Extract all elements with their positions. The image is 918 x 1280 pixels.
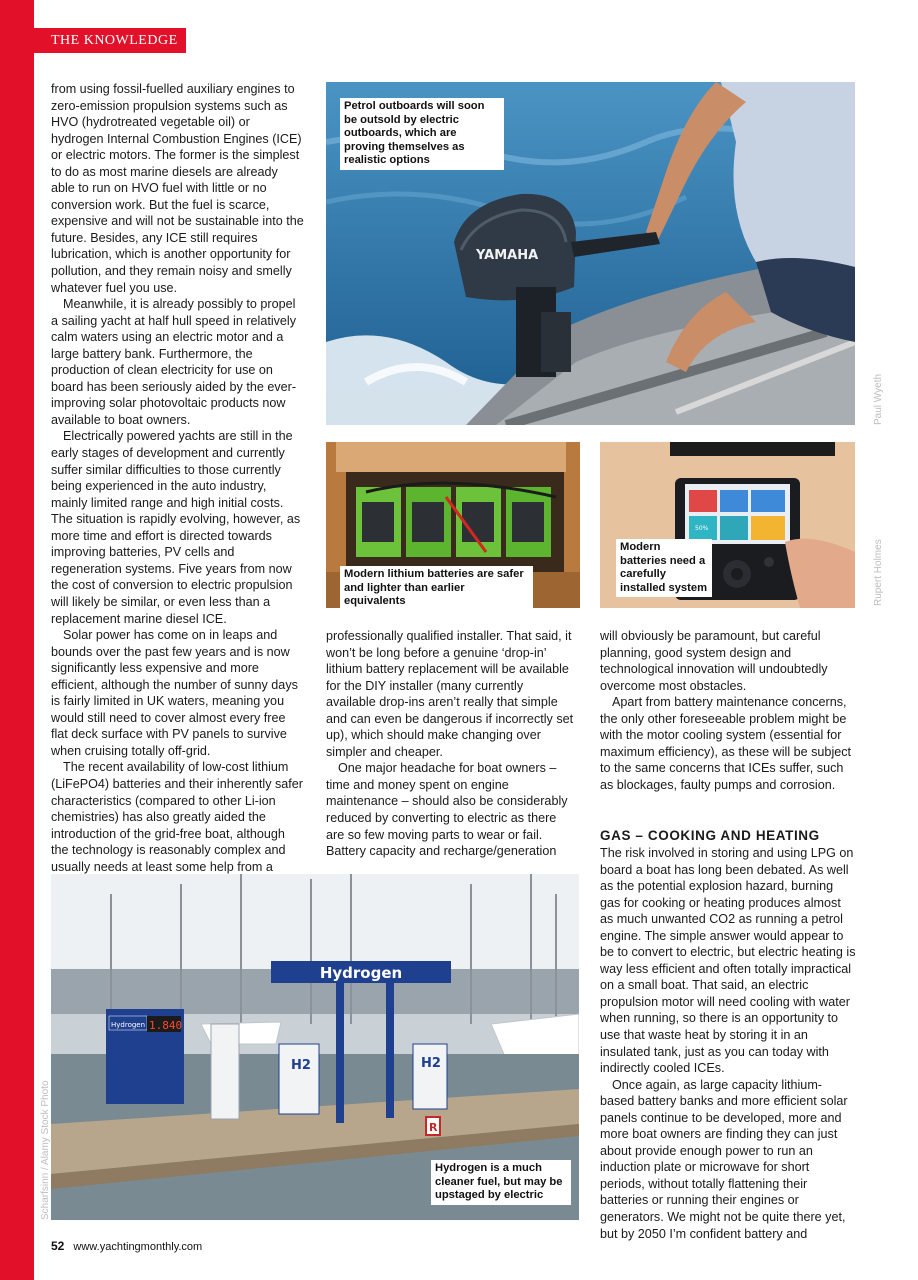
caption-system: Modern batteries need a carefully installed system bbox=[616, 539, 712, 597]
pump-label: Hydrogen bbox=[111, 1021, 146, 1029]
credit-system: Rupert Holmes bbox=[873, 539, 884, 606]
section-heading-gas: GAS – COOKING AND HEATING bbox=[600, 828, 820, 843]
caption-outboard: Petrol outboards will soon be outsold by electric outboards, which are proving themselves as realistic options bbox=[340, 98, 504, 170]
col3-paragraph-4: Once again, as large capacity lithium-based battery banks and more efficient solar panels continue to be developed, more and more boat owners are finding they can just about provide enough power to run an induction plate or microwave for short periods, without totally flattening their batteries or running their engines or generators. We might not be quite there yet, but by 2050 I’m confident battery and bbox=[600, 1077, 848, 1241]
panel-soc-value: 50% bbox=[695, 525, 709, 532]
dispenser-h2-left: H2 bbox=[291, 1058, 311, 1073]
pump-display: 1.840 bbox=[149, 1019, 183, 1032]
caption-batteries: Modern lithium batteries are safer and lighter than earlier equivalents bbox=[340, 566, 533, 611]
credit-outboard: Paul Wyeth bbox=[873, 373, 884, 425]
col3-paragraph-1: will obviously be paramount, but careful planning, good system design and technological innovation will undoubtedly overcome most obstacles. bbox=[600, 629, 828, 693]
col2-paragraph-2: One major headache for boat owners – time and money spent on engine maintenance – should also be considerably reduced by converting to electric as there are so few moving parts to wear or fail. Battery capacity and recharge/generation bbox=[326, 761, 568, 859]
col1-paragraph-4: Solar power has come on in leaps and bounds over the past few years and is now significantly less expensive and more efficient, although the number of sunny days is fairly limited in UK waters, meaning you would still need to cover almost every free flat deck surface with PV panels to survive when cruising totally off-grid. bbox=[51, 628, 298, 758]
dispenser-h2-right: H2 bbox=[421, 1056, 441, 1071]
column-1 bbox=[51, 81, 305, 875]
column-3-top bbox=[600, 628, 856, 793]
page-number: 52 bbox=[51, 1239, 65, 1253]
col1-paragraph-2: Meanwhile, it is already possibly to propel a sailing yacht at half hull speed in relatively calm waters using an electric motor and a large battery bank. Furthermore, the production of clean electricity for use on board has been seriously aided by the ever-improving solar photovoltaic products now available to boat owners. bbox=[51, 297, 297, 427]
section-label: THE KNOWLEDGE bbox=[34, 28, 186, 53]
yamaha-logo: YAMAHA bbox=[476, 248, 539, 263]
col3-paragraph-2: Apart from battery maintenance concerns, the only other foreseeable problem might be with the motor cooling system (essential for maximum efficiency), as these will be subject to the same concerns that ICEs suffer, such as blockages, faulty pumps and corrosion. bbox=[600, 695, 852, 792]
left-red-margin-bar bbox=[0, 0, 34, 1280]
col1-paragraph-3: Electrically powered yachts are still in the early stages of development and currently suffer similar difficulties to those currently being experienced in the auto industry, mainly limited range and high initial costs. The situation is rapidly evolving, however, as more time and effort is directed towards improving batteries, PV cells and regeneration systems. Five years from now the cost of conversion to electric propulsion will likely be similar, or even less than a replacement marine diesel ICE. bbox=[51, 429, 301, 626]
caption-hydrogen: Hydrogen is a much cleaner fuel, but may be upstaged by electric bbox=[431, 1160, 571, 1205]
footer-website: www.yachtingmonthly.com bbox=[73, 1241, 203, 1253]
hydrogen-canopy-sign: Hydrogen bbox=[319, 964, 403, 982]
col1-paragraph-1: from using fossil-fuelled auxiliary engines to zero-emission propulsion systems such as HVO (hydrotreated vegetable oil) or hydrogen Internal Combustion Engines (ICE) or electric motors. The former is the simplest to do as most marine diesels are already able to run on HVO fuel with little or no conversion work. But the fuel is scarce, expensive and will not be sustainable into the future. Besides, any ICE still requires lubrication, which is another opportunity for pollution, and they remain noisy and smelly whatever fuel you use. bbox=[51, 82, 304, 295]
page-footer bbox=[51, 1239, 202, 1253]
column-2 bbox=[326, 628, 574, 860]
col2-paragraph-1: professionally qualified installer. That said, it won’t be long before a genuine ‘drop-in’ lithium battery replacement will be available for the DIY installer (many currently available drop-ins aren’t really that simple and can even be dangerous if incorrectly set up), which should make changing over simpler and cheaper. bbox=[326, 629, 574, 759]
column-3-bottom bbox=[600, 827, 856, 1242]
r-sign: R bbox=[429, 1121, 438, 1134]
col1-paragraph-5: The recent availability of low-cost lithium (LiFePO4) batteries and their inherently safer characteristics (compared to other Li-ion chemistries) has also greatly aided the introduction of the grid-free boat, although the technology is reasonably complex and usually needs at least some help from a bbox=[51, 760, 303, 874]
col3-paragraph-3: The risk involved in storing and using LPG on board a boat has long been debated. As well as the potential explosion hazard, burning gas for cooking or heating produces almost as much unwanted CO2 as running a petrol engine. The simple answer would appear to be to convert to electric, but electric heating is way less efficient and often totally impractical on a small boat. That said, an electric propulsion motor will need cooling with water when running, so there is an opportunity to use that waste heat by storing it in an insulated tank, just as you can today with indirectly cooled ICEs. bbox=[600, 846, 856, 1076]
credit-hydrogen: Scharfsinn / Alamy Stock Photo bbox=[40, 1080, 51, 1220]
